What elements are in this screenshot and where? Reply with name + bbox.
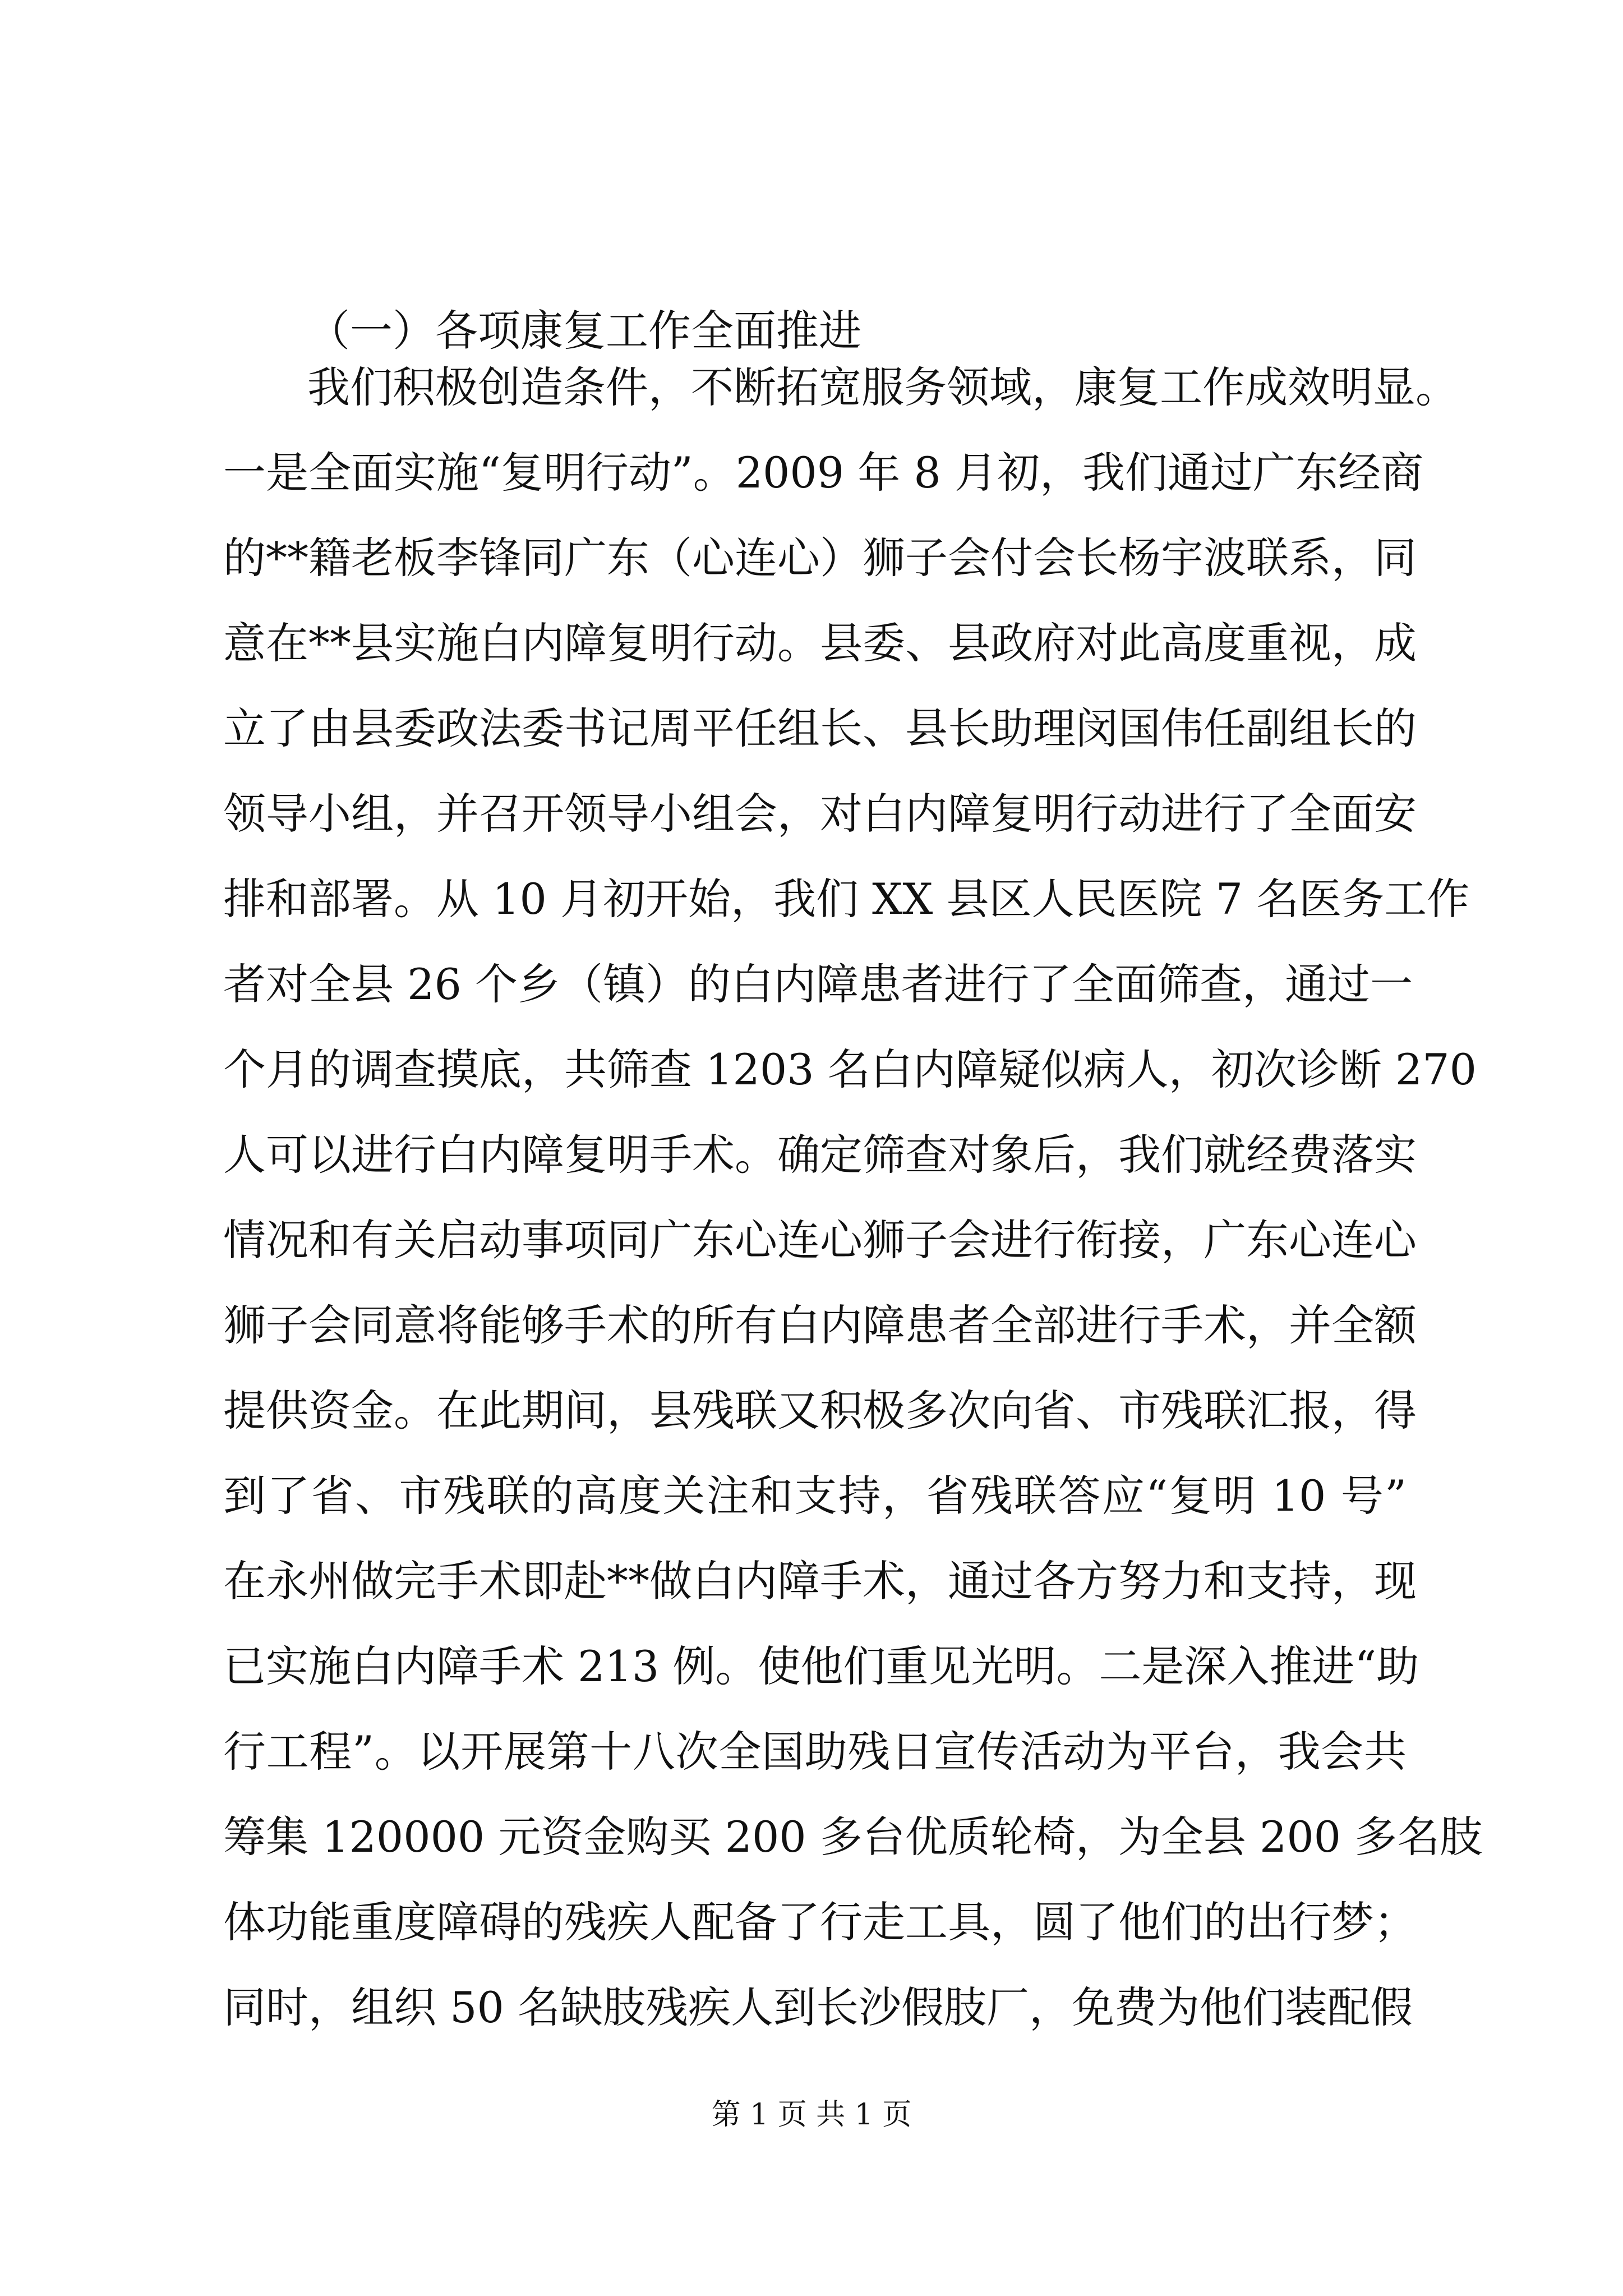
page-footer: 第 1 页 共 1 页	[711, 2098, 912, 2132]
paragraph-line: 行工程”。以开展第十八次全国助残日宣传活动为平台，我会共	[223, 1727, 1407, 1777]
section-heading: （一）各项康复工作全面推进	[307, 306, 861, 356]
paragraph-line: 者对全县 26 个乡（镇）的白内障患者进行了全面筛查，通过一	[223, 959, 1413, 1009]
paragraph-line: 一是全面实施“复明行动”。2009 年 8 月初，我们通过广东经商	[223, 448, 1423, 498]
paragraph-line: 狮子会同意将能够手术的所有白内障患者全部进行手术，并全额	[223, 1300, 1417, 1350]
paragraph-line: 领导小组，并召开领导小组会，对白内障复明行动进行了全面安	[223, 789, 1417, 839]
paragraph-line: 意在**县实施白内障复明行动。县委、县政府对此高度重视，成	[223, 618, 1417, 668]
paragraph-line: 个月的调查摸底，共筛查 1203 名白内障疑似病人，初次诊断 270	[223, 1045, 1477, 1094]
paragraph-line: 同时，组织 50 名缺肢残疾人到长沙假肢厂，免费为他们装配假	[223, 1982, 1413, 2032]
paragraph-line: 我们积极创造条件，不断拓宽服务领域，康复工作成效明显。	[307, 362, 1458, 412]
body-paragraph	[223, 345, 1483, 2050]
paragraph-line: 的**籍老板李锋同广东（心连心）狮子会付会长杨宇波联系，同	[223, 533, 1417, 583]
paragraph-line: 提供资金。在此期间，县残联又积极多次向省、市残联汇报，得	[223, 1386, 1417, 1435]
paragraph-line: 体功能重度障碍的残疾人配备了行走工具，圆了他们的出行梦；	[223, 1897, 1417, 1947]
paragraph-line: 在永州做完手术即赴**做白内障手术，通过各方努力和支持，现	[223, 1556, 1417, 1606]
paragraph-line: 立了由县委政法委书记周平任组长、县长助理闵国伟任副组长的	[223, 703, 1417, 753]
paragraph-line: 排和部署。从 10 月初开始，我们 XX 县区人民医院 7 名医务工作	[223, 874, 1470, 924]
paragraph-line: 情况和有关启动事项同广东心连心狮子会进行衔接，广东心连心	[223, 1215, 1417, 1265]
paragraph-line: 人可以进行白内障复明手术。确定筛查对象后，我们就经费落实	[223, 1130, 1417, 1180]
paragraph-line: 到了省、市残联的高度关注和支持，省残联答应“复明 10 号”	[223, 1471, 1407, 1521]
paragraph-line: 筹集 120000 元资金购买 200 多台优质轮椅，为全县 200 多名肢	[223, 1812, 1483, 1862]
paragraph-line: 已实施白内障手术 213 例。使他们重见光明。二是深入推进“助	[223, 1641, 1419, 1691]
